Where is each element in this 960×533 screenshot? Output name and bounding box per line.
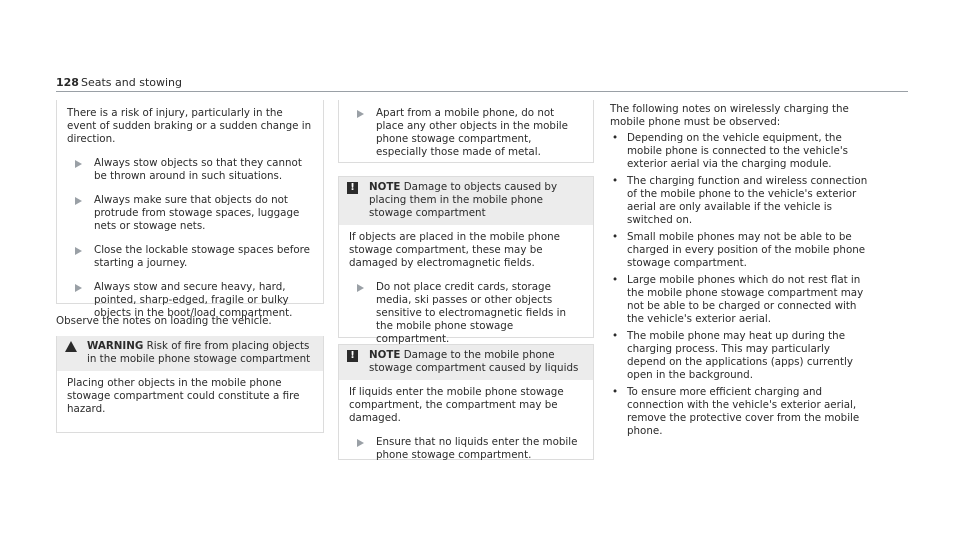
observe-notes: Observe the notes on loading the vehicle. — [56, 315, 272, 327]
list-item: Always make sure that objects do not protrude from stowage spaces, luggage nets or stowage nets. — [67, 194, 313, 233]
note-body: If objects are placed in the mobile phone stowage compartment, these may be damaged by electromagnetic fields. — [349, 231, 560, 269]
list-item: Ensure that no liquids enter the mobile phone stowage compartment. — [349, 436, 583, 462]
arrow-bullet-icon — [75, 197, 82, 205]
warning-keyword: WARNING — [87, 340, 144, 352]
note-title: Damage to the mobile phone stowage compartment caused by liquids — [369, 349, 579, 374]
charging-intro: The following notes on wirelessly charging the mobile phone must be observed: — [610, 103, 849, 128]
list-item: • To ensure more efficient charging and connection with the vehicle's exterior aerial, remove the protective cover from the mobile phone. — [612, 386, 860, 437]
note-keyword: NOTE — [369, 181, 401, 193]
list-item: Always stow objects so that they cannot be thrown around in such situations. — [67, 157, 313, 183]
safety-box — [56, 100, 324, 319]
header-rule — [56, 91, 908, 92]
warning-header — [57, 336, 323, 371]
arrow-bullet-icon — [357, 284, 364, 292]
note-header — [339, 177, 593, 225]
list-item: • Large mobile phones which do not rest flat in the mobile phone stowage compartment may not be able to be charged or connected with the vehicle's exterior aerial. — [612, 274, 864, 325]
exclamation-icon: ! — [347, 182, 358, 194]
safety-intro: There is a risk of injury, particularly in the event of sudden braking or a sudden change in direction. — [67, 107, 312, 145]
note-box-liquids — [338, 344, 594, 460]
warning-triangle-icon — [65, 341, 77, 352]
charging-notes — [610, 103, 872, 442]
list-item: Do not place credit cards, storage media, ski passes or other objects sensitive to electromagnetic fields in the mobile phone stowage compartment. — [349, 281, 583, 346]
list-item: Always stow and secure heavy, hard, pointed, sharp-edged, fragile or bulky objects in the boot/load compartment. — [67, 281, 313, 320]
charging-list — [610, 132, 872, 438]
warning-title: Risk of fire from placing objects in the mobile phone stowage compartment — [87, 340, 311, 365]
arrow-bullet-icon — [357, 110, 364, 118]
section-title: Seats and stowing — [81, 76, 183, 89]
list-item: • Depending on the vehicle equipment, the mobile phone is connected to the vehicle's exterior aerial via the charging module. — [612, 132, 849, 170]
warning-body: Placing other objects in the mobile phone stowage compartment could constitute a fire hazard. — [67, 377, 300, 415]
arrow-bullet-icon — [75, 247, 82, 255]
arrow-bullet-icon — [357, 439, 364, 447]
arrow-bullet-icon — [75, 284, 82, 292]
list-item: • The charging function and wireless connection of the mobile phone to the vehicle's exterior aerial are only available if the vehicle is switched on. — [612, 175, 868, 226]
note-box-electromagnetic — [338, 176, 594, 345]
note-body: If liquids enter the mobile phone stowage compartment, the compartment may be damaged. — [349, 386, 564, 424]
list-item: • Small mobile phones may not be able to be charged in every position of the mobile phone stowage compartment. — [612, 231, 866, 269]
note-header — [339, 345, 593, 380]
warning-box — [56, 336, 324, 433]
mobile-stow-box — [338, 100, 594, 163]
note-title: Damage to objects caused by placing them in the mobile phone stowage compartment — [369, 181, 558, 219]
arrow-bullet-icon — [75, 160, 82, 168]
list-item: • The mobile phone may heat up during the charging process. This may particularly depend on the applications (apps) currently open in the background. — [612, 330, 853, 381]
page-number: 128 — [56, 76, 79, 89]
list-item: Close the lockable stowage spaces before starting a journey. — [67, 244, 313, 270]
note-keyword: NOTE — [369, 349, 401, 361]
list-item: Apart from a mobile phone, do not place any other objects in the mobile phone stowage compartment, especially those made of metal. — [349, 107, 583, 159]
exclamation-icon: ! — [347, 350, 358, 362]
